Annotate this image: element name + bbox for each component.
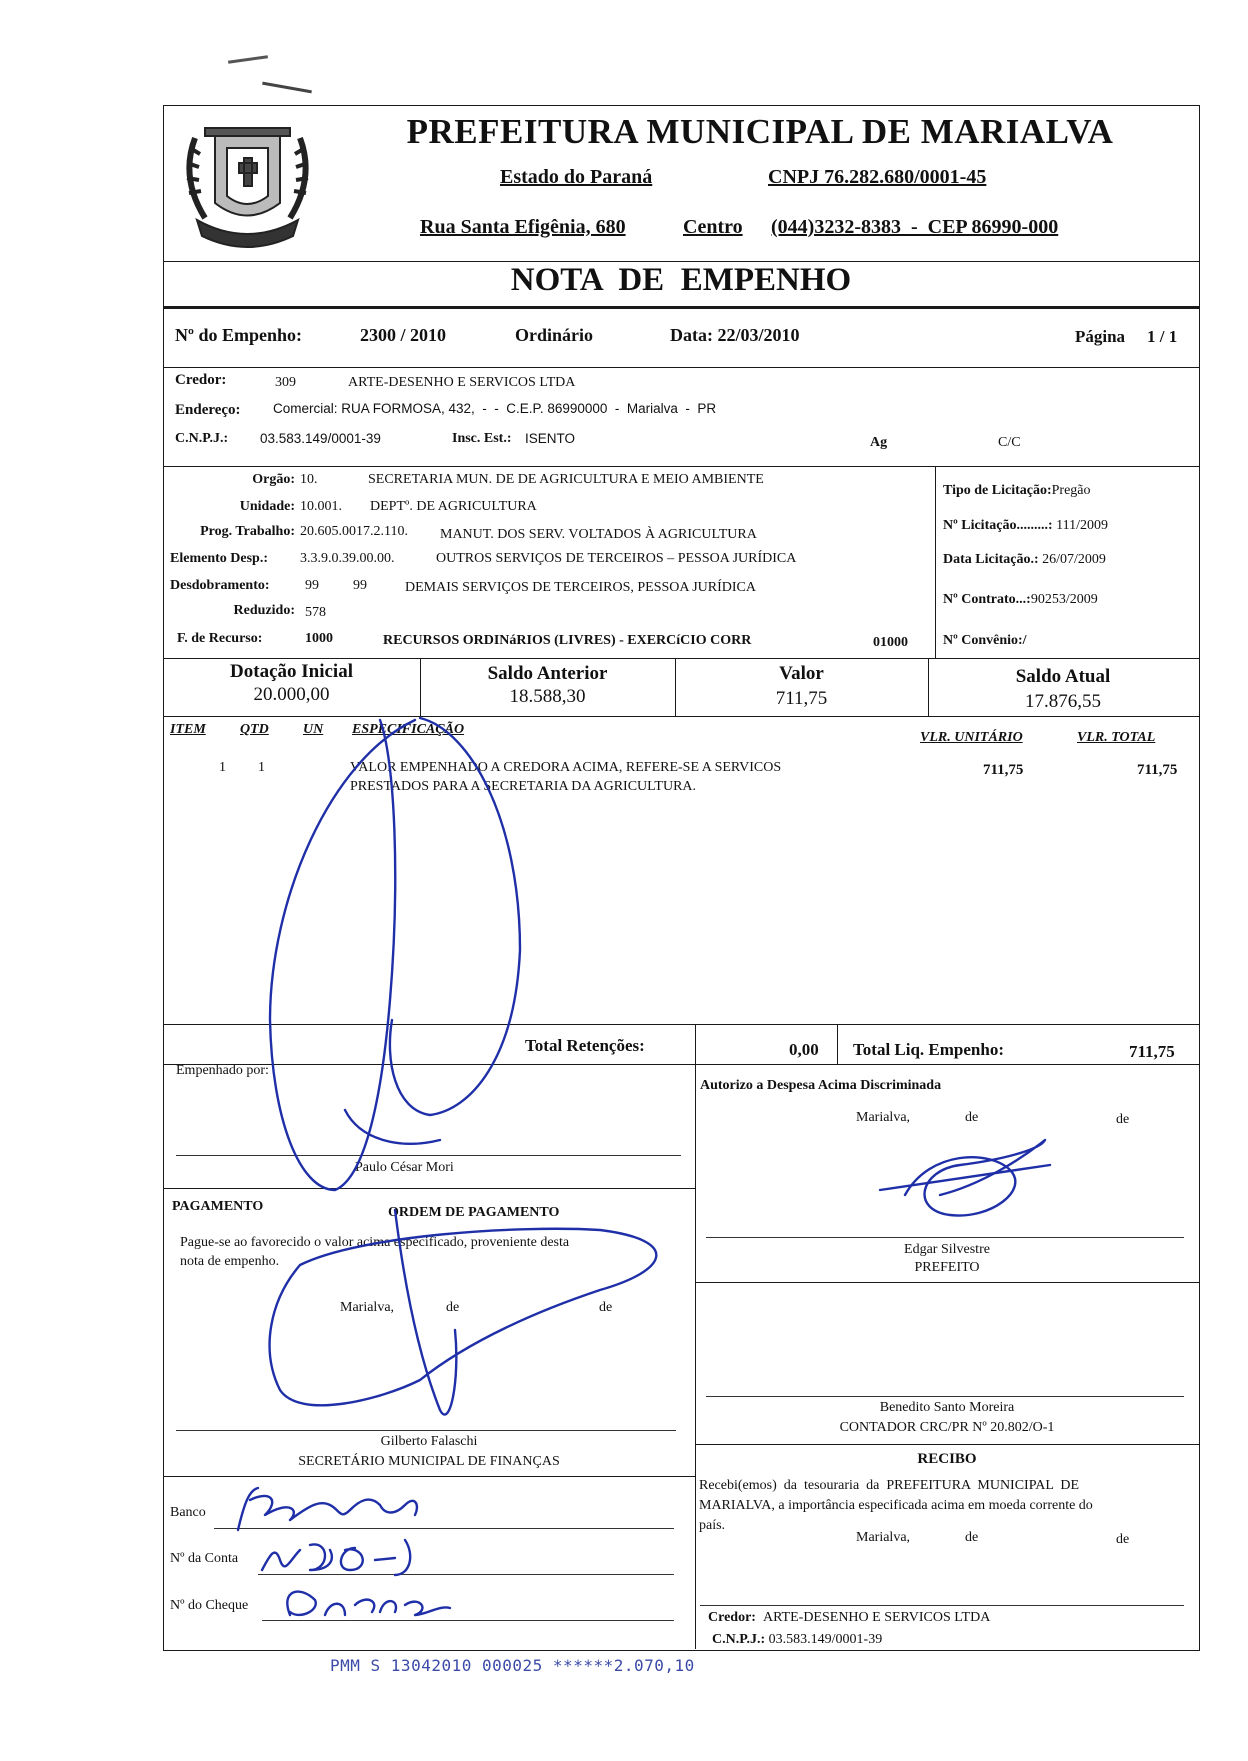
prog-code: 20.605.0017.2.110. <box>300 524 408 539</box>
retencoes-value: 0,00 <box>789 1040 819 1059</box>
row-unit: 711,75 <box>983 762 1024 778</box>
saldo-anterior-value: 18.588,30 <box>509 686 586 707</box>
unidade-name: DEPTº. DE AGRICULTURA <box>370 499 537 514</box>
credor-code: 309 <box>275 375 296 390</box>
banco-label: Banco <box>170 1505 206 1520</box>
elem-code: 3.3.9.0.39.00.00. <box>300 551 395 566</box>
desd-code2: 99 <box>353 578 367 593</box>
liq-label: Total Liq. Empenho: <box>853 1040 1004 1059</box>
recibo-de1: de <box>965 1530 979 1545</box>
recibo-line1: Recebi(emos) da tesouraria da PREFEITURA MUNICIPAL DE <box>699 1478 1080 1493</box>
empenhado-name: Paulo César Mori <box>355 1160 454 1175</box>
secretario-title: SECRETÁRIO MUNICIPAL DE FINANÇAS <box>298 1454 560 1469</box>
unidade-label: Unidade: <box>239 499 295 514</box>
header-title: PREFEITURA MUNICIPAL DE MARIALVA <box>406 112 1114 151</box>
pagamento-city: Marialva, <box>340 1300 395 1315</box>
prefeito-name: Edgar Silvestre <box>904 1242 990 1257</box>
empenho-type: Ordinário <box>515 325 594 345</box>
empenho-number: 2300 / 2010 <box>360 325 447 345</box>
page-number: 1 / 1 <box>1147 327 1178 346</box>
dotacao-label: Dotação Inicial <box>230 661 353 682</box>
unidade-code: 10.001. <box>300 499 342 514</box>
conta-label: Nº da Conta <box>170 1551 239 1566</box>
document-title: NOTA DE EMPENHO <box>510 262 852 298</box>
prog-label: Prog. Trabalho: <box>200 524 295 539</box>
recibo-line3: país. <box>699 1518 726 1533</box>
autorizo-de2: de <box>1116 1112 1130 1127</box>
prog-name: MANUT. DOS SERV. VOLTADOS À AGRICULTURA <box>440 527 757 542</box>
empenho-date: Data: 22/03/2010 <box>670 325 800 345</box>
row-qtd: 1 <box>258 760 265 775</box>
col-item: ITEM <box>170 722 206 737</box>
elem-label: Elemento Desp.: <box>170 551 268 566</box>
fonte-code: 1000 <box>305 631 333 646</box>
pague-se-line1: Pague-se ao favorecido o valor acima especificado, proveniente desta <box>180 1235 570 1250</box>
row-desc-line2: PRESTADOS PARA A SECRETARIA DA AGRICULTURA. <box>350 779 697 794</box>
address-label: Endereço: <box>175 402 241 418</box>
col-un: UN <box>303 722 324 737</box>
licitacao-data: Data Licitação.: 26/07/2009 <box>943 552 1106 567</box>
desd-name: DEMAIS SERVIÇOS DE TERCEIROS, PESSOA JURÍDICA <box>405 580 757 595</box>
fonte-name: RECURSOS ORDINáRIOS (LIVRES) - EXERCíCIO CORR <box>383 633 752 648</box>
saldo-atual-value: 17.876,55 <box>1025 691 1101 712</box>
recibo-cnpj: C.N.P.J.: 03.583.149/0001-39 <box>712 1632 883 1647</box>
licitacao-num: Nº Licitação.........: 111/2009 <box>943 518 1108 533</box>
orgao-name: SECRETARIA MUN. DE DE AGRICULTURA E MEIO AMBIENTE <box>368 472 764 487</box>
desd-code1: 99 <box>305 578 319 593</box>
col-total: VLR. TOTAL <box>1077 730 1156 745</box>
ordem-pagamento: ORDEM DE PAGAMENTO <box>388 1205 560 1220</box>
col-unit: VLR. UNITÁRIO <box>920 730 1023 745</box>
credor-name: ARTE-DESENHO E SERVICOS LTDA <box>348 375 576 390</box>
autorizo-de1: de <box>965 1110 979 1125</box>
valor-value: 711,75 <box>775 688 828 709</box>
empenhado-label: Empenhado por: <box>176 1063 269 1078</box>
cnpj-label: C.N.P.J.: <box>175 431 229 446</box>
recibo-city: Marialva, <box>856 1530 911 1545</box>
page-label: Página <box>1075 327 1126 346</box>
desd-label: Desdobramento: <box>170 578 270 593</box>
dotacao-value: 20.000,00 <box>253 684 330 705</box>
payment-stamp: PMM S 13042010 000025 ******2.070,10 <box>330 1656 695 1675</box>
orgao-label: Orgão: <box>252 472 295 487</box>
contador-title: CONTADOR CRC/PR Nº 20.802/O-1 <box>839 1420 1055 1435</box>
credor-ie: ISENTO <box>525 431 576 446</box>
header-cnpj: CNPJ 76.282.680/0001-45 <box>768 166 987 188</box>
pague-se-line2: nota de empenho. <box>180 1254 280 1269</box>
row-item: 1 <box>219 760 226 775</box>
pagamento-de1: de <box>446 1300 460 1315</box>
autorizo-title: Autorizo a Despesa Acima Discriminada <box>700 1078 942 1093</box>
licitacao-contrato: Nº Contrato...:90253/2009 <box>943 592 1098 607</box>
row-total: 711,75 <box>1137 762 1178 778</box>
ag-label: Ag <box>870 435 888 450</box>
col-qtd: QTD <box>240 722 269 737</box>
autorizo-city: Marialva, <box>856 1110 911 1125</box>
recibo-de2: de <box>1116 1532 1130 1547</box>
header-phone-cep: (044)3232-8383 - CEP 86990-000 <box>771 216 1059 238</box>
orgao-code: 10. <box>300 472 318 487</box>
valor-label: Valor <box>779 663 824 684</box>
elem-name: OUTROS SERVIÇOS DE TERCEIROS – PESSOA JURÍDICA <box>436 551 797 566</box>
saldo-anterior-label: Saldo Anterior <box>487 663 608 684</box>
credor-address: Comercial: RUA FORMOSA, 432, - - C.E.P. 86990000 - Marialva - PR <box>273 401 717 416</box>
row-desc-line1: VALOR EMPENHADO A CREDORA ACIMA, REFERE-SE A SERVICOS <box>350 760 782 775</box>
empenho-label: Nº do Empenho: <box>175 325 302 345</box>
header-district: Centro <box>683 216 743 238</box>
prefeito-title: PREFEITO <box>914 1260 980 1275</box>
header-address: Rua Santa Efigênia, 680 <box>420 216 626 238</box>
contador-name: Benedito Santo Moreira <box>879 1400 1015 1415</box>
saldo-atual-label: Saldo Atual <box>1015 666 1111 687</box>
recibo-title: RECIBO <box>917 1451 977 1467</box>
pagamento-label: PAGAMENTO <box>172 1199 264 1214</box>
retencoes-label: Total Retenções: <box>525 1036 645 1055</box>
credor-cnpj: 03.583.149/0001-39 <box>260 431 381 446</box>
recibo-credor: Credor: ARTE-DESENHO E SERVICOS LTDA <box>708 1610 991 1625</box>
col-espec: ESPECIFICAÇÃO <box>352 722 465 737</box>
recibo-line2: MARIALVA, a importância especificada acima em moeda corrente do <box>699 1498 1093 1513</box>
cheque-label: Nº do Cheque <box>170 1598 249 1613</box>
liq-value: 711,75 <box>1129 1042 1175 1061</box>
secretario-name: Gilberto Falaschi <box>380 1434 478 1449</box>
pagamento-de2: de <box>599 1300 613 1315</box>
fonte-label: F. de Recurso: <box>177 631 263 646</box>
fonte-num: 01000 <box>873 635 908 650</box>
credor-label: Credor: <box>175 372 227 388</box>
licitacao-convenio: Nº Convênio:/ <box>943 633 1027 648</box>
reduz-label: Reduzido: <box>233 603 295 618</box>
reduz-value: 578 <box>305 605 326 620</box>
header-state: Estado do Paraná <box>500 166 653 188</box>
cc-label: C/C <box>998 435 1021 450</box>
ie-label: Insc. Est.: <box>452 431 512 446</box>
licitacao-tipo: Tipo de Licitação:Pregão <box>943 483 1091 498</box>
